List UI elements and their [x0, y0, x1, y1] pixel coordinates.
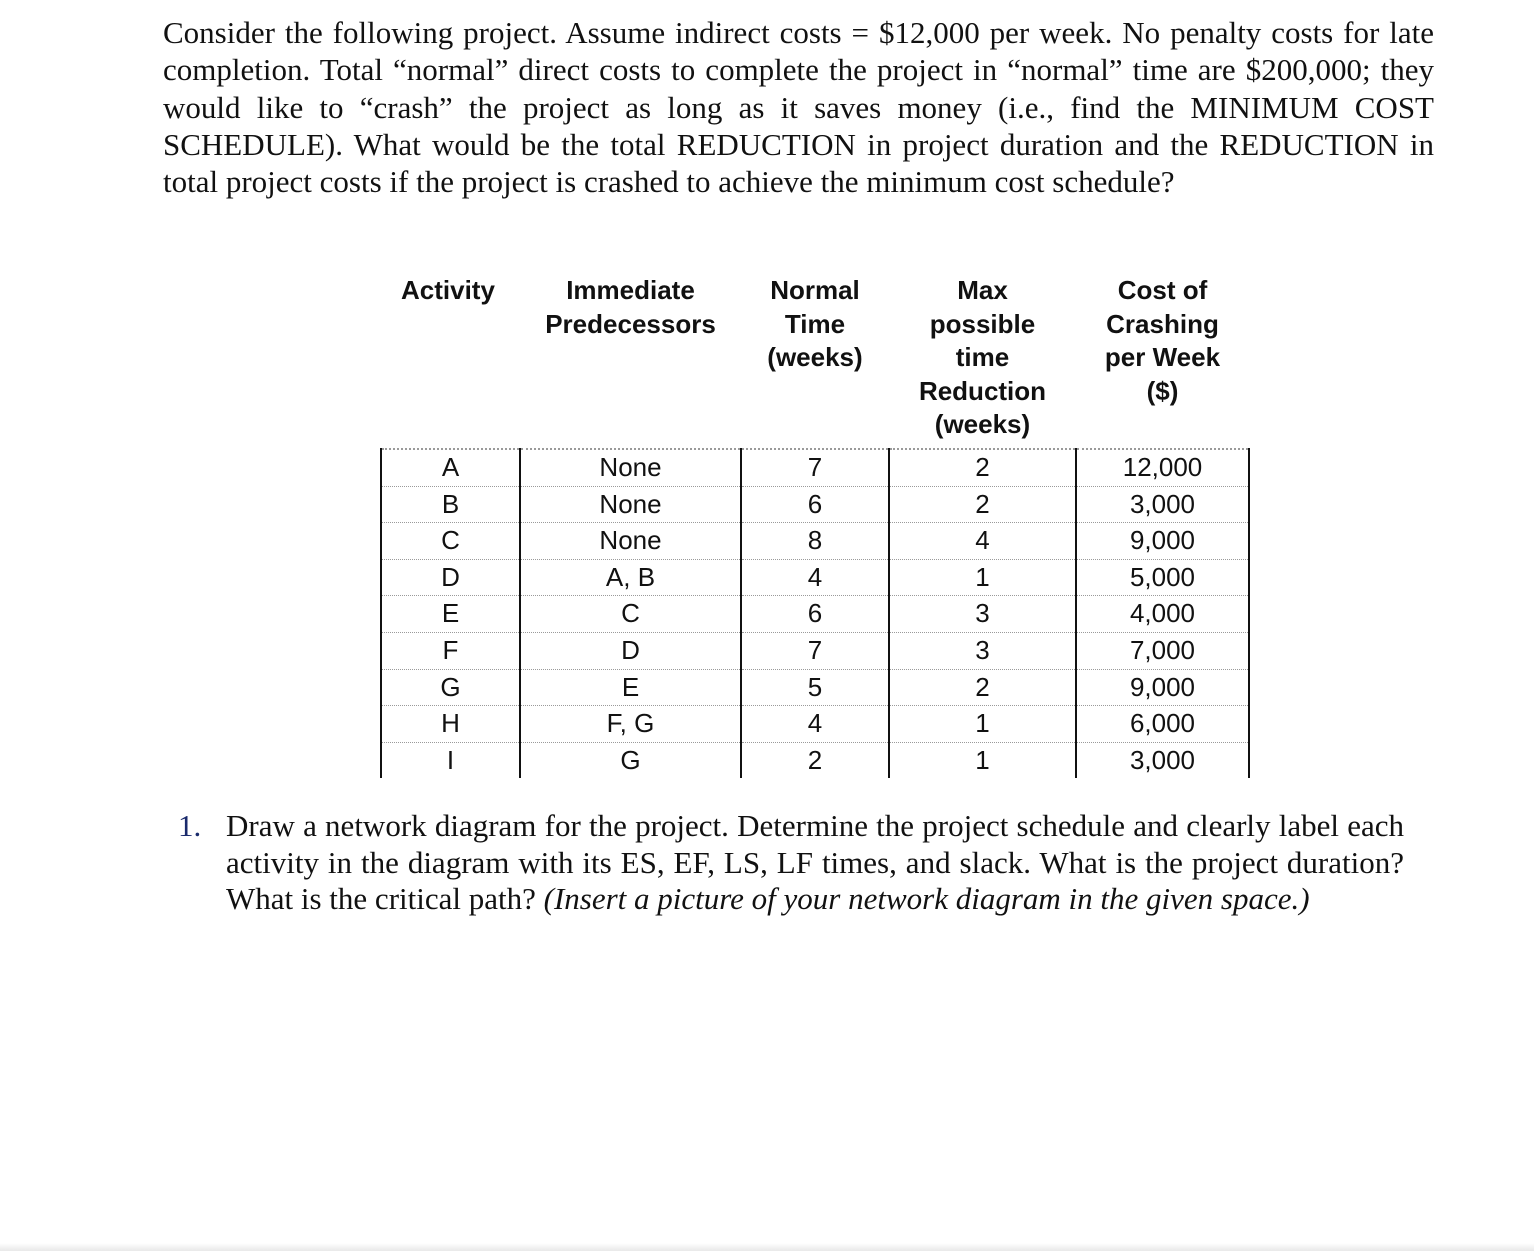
- cell-predecessors: A, B: [520, 559, 741, 596]
- cell-predecessors: E: [520, 669, 741, 706]
- cell-activity: D: [381, 559, 520, 596]
- header-normal-time-text: Normal Time (weeks): [767, 275, 863, 373]
- cell-max-reduction: 3: [889, 596, 1076, 633]
- cell-crash-cost: 3,000: [1076, 486, 1249, 523]
- table-row: [381, 486, 1249, 523]
- cell-max-reduction: 1: [889, 742, 1076, 778]
- cell-activity: H: [381, 706, 520, 743]
- activity-table-container: [380, 270, 1250, 778]
- cell-crash-cost: 4,000: [1076, 596, 1249, 633]
- cell-activity: G: [381, 669, 520, 706]
- header-max-reduction-text: Max possible time Reduction (weeks): [918, 275, 1047, 440]
- table-row: [381, 596, 1249, 633]
- cell-predecessors: D: [520, 632, 741, 669]
- table-header-row: [381, 270, 1249, 449]
- cell-predecessors: None: [520, 449, 741, 486]
- cell-crash-cost: 9,000: [1076, 669, 1249, 706]
- cell-activity: A: [381, 449, 520, 486]
- cell-normal-time: 4: [741, 706, 889, 743]
- cell-activity: I: [381, 742, 520, 778]
- cell-predecessors: G: [520, 742, 741, 778]
- question-1: [178, 808, 1404, 918]
- cell-normal-time: 8: [741, 523, 889, 560]
- bottom-edge-shadow: [0, 1243, 1534, 1251]
- cell-max-reduction: 4: [889, 523, 1076, 560]
- table-row: [381, 559, 1249, 596]
- table-row: [381, 706, 1249, 743]
- cell-predecessors: F, G: [520, 706, 741, 743]
- header-activity: Activity: [401, 275, 495, 305]
- cell-activity: B: [381, 486, 520, 523]
- cell-predecessors: None: [520, 523, 741, 560]
- cell-activity: F: [381, 632, 520, 669]
- header-crash-cost: [1076, 270, 1249, 449]
- question-number: 1.: [178, 808, 202, 843]
- cell-max-reduction: 3: [889, 632, 1076, 669]
- cell-normal-time: 7: [741, 449, 889, 486]
- question-text-block: [226, 808, 1404, 918]
- header-predecessors: [520, 270, 741, 449]
- table-row: [381, 523, 1249, 560]
- cell-max-reduction: 1: [889, 559, 1076, 596]
- cell-crash-cost: 7,000: [1076, 632, 1249, 669]
- table-row: [381, 632, 1249, 669]
- question-text: Draw a network diagram for the project. Determine the project schedule and clearly label each activity in the diagram with its ES, EF, LS, LF times, and slack. What is the project duration? What is the critical path?: [226, 808, 1404, 916]
- cell-predecessors: C: [520, 596, 741, 633]
- cell-max-reduction: 2: [889, 486, 1076, 523]
- question-instruction: (Insert a picture of your network diagram in the given space.): [543, 881, 1310, 916]
- problem-statement: Consider the following project. Assume indirect costs = $12,000 per week. No penalty costs for late completion. Total “normal” direct costs to complete the project in “normal” time are $200,000; they would like to “crash” the project as long as it saves money (i.e., find the MINIMUM COST SCHEDULE). What would be the total REDUCTION in project duration and the REDUCTION in total project costs if the project is crashed to achieve the minimum cost schedule?: [163, 15, 1434, 200]
- cell-activity: E: [381, 596, 520, 633]
- activity-table: [380, 270, 1250, 778]
- header-normal-time: [741, 270, 889, 449]
- table-row: [381, 449, 1249, 486]
- header-crash-cost-text: Cost of Crashing per Week ($): [1104, 275, 1221, 406]
- cell-crash-cost: 9,000: [1076, 523, 1249, 560]
- cell-max-reduction: 2: [889, 669, 1076, 706]
- cell-max-reduction: 2: [889, 449, 1076, 486]
- header-max-reduction: [889, 270, 1076, 449]
- table-row: [381, 742, 1249, 778]
- cell-predecessors: None: [520, 486, 741, 523]
- table-row: [381, 669, 1249, 706]
- header-predecessors-text: Immediate Predecessors: [545, 275, 716, 339]
- cell-max-reduction: 1: [889, 706, 1076, 743]
- cell-crash-cost: 5,000: [1076, 559, 1249, 596]
- cell-crash-cost: 12,000: [1076, 449, 1249, 486]
- cell-crash-cost: 6,000: [1076, 706, 1249, 743]
- cell-normal-time: 2: [741, 742, 889, 778]
- cell-activity: C: [381, 523, 520, 560]
- cell-normal-time: 6: [741, 486, 889, 523]
- table-body: [381, 449, 1249, 778]
- cell-crash-cost: 3,000: [1076, 742, 1249, 778]
- cell-normal-time: 6: [741, 596, 889, 633]
- cell-normal-time: 4: [741, 559, 889, 596]
- cell-normal-time: 5: [741, 669, 889, 706]
- cell-normal-time: 7: [741, 632, 889, 669]
